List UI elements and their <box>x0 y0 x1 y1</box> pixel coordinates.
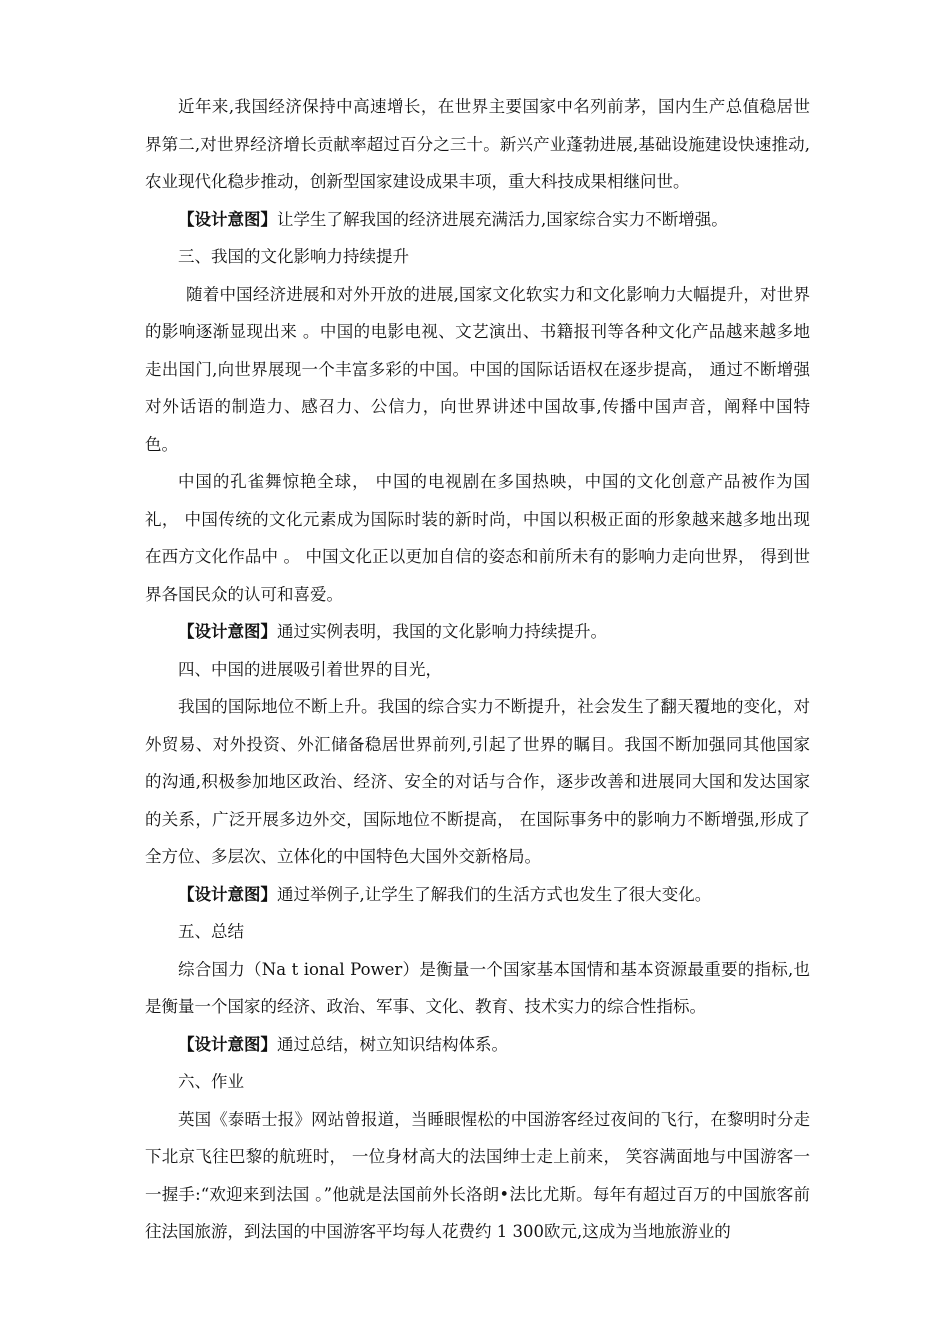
paragraph-cultural-examples: 中国的孔雀舞惊艳全球， 中国的电视剧在多国热映，中国的文化创意产品被作为国礼， 中国传统的文化元素成为国际时装的新时尚，中国以积极正面的形象越来越多地出现在西方文化作品中 。 中国文化正以更加自信的姿态和前所未有的影响力走向世界， 得到世界各国民众的认可和喜爱。 <box>145 472 810 604</box>
paragraph-homework-article: 英国《泰晤士报》网站曾报道，当睡眼惺松的中国游客经过夜间的飞行，在黎明时分走下北京飞往巴黎的航班时， 一位身材高大的法国绅士走上前来， 笑容满面地与中国游客一一握手:“欢迎来到法国 。”他就是法国前外长洛朗•法比尤斯。每年有超过百万的中国旅客前往法国旅游，到法国的中国游客平均每人花费约 1 300欧元,这成为当地旅游业的 <box>145 1109 810 1241</box>
design-intent-text: 通过总结，树立知识结构体系。 <box>277 1034 508 1054</box>
design-intent-text: 让学生了解我国的经济进展充满活力,国家综合实力不断增强。 <box>277 209 728 229</box>
design-intent-lifestyle <box>145 876 810 914</box>
paragraph-cultural-soft-power: 随着中国经济进展和对外开放的进展,国家文化软实力和文化影响力大幅提升，对世界的影响逐渐显现出来 。中国的电影电视、文艺演出、书籍报刊等各种文化产品越来越多地走出国门,向世界展现一个丰富多彩的中国。中国的国际话语权在逐步提高， 通过不断增强对外话语的制造力、感召力、公信力，向世界讲述中国故事,传播中国声音，阐释中国特色。 <box>145 284 810 454</box>
design-intent-economy <box>145 201 810 239</box>
design-intent-text: 通过实例表明，我国的文化影响力持续提升。 <box>277 622 607 641</box>
section-heading-homework: 六、作业 <box>178 1072 244 1091</box>
paragraph-economy-growth: 近年来,我国经济保持中高速增长，在世界主要国家中名列前茅，国内生产总值稳居世界第二,对世界经济增长贡献率超过百分之三十。新兴产业蓬勃进展,基础设施建设快速推动,农业现代化稳步推动，创新型国家建设成果丰项，重大科技成果相继问世。 <box>145 97 810 191</box>
design-intent-culture <box>145 613 810 651</box>
design-intent-label: 【设计意图】 <box>178 622 277 641</box>
document-body <box>145 82 810 1251</box>
design-intent-label: 【设计意图】 <box>178 209 277 229</box>
paragraph-international-status: 我国的国际地位不断上升。我国的综合实力不断提升，社会发生了翻天覆地的变化，对外贸易、对外投资、外汇储备稳居世界前列,引起了世界的瞩目。我国不断加强同其他国家的沟通,积极参加地区政治、经济、安全的对话与合作，逐步改善和进展同大国和发达国家的关系，广泛开展多边外交，国际地位不断提高， 在国际事务中的影响力不断增强,形成了全方位、多层次、立体化的中国特色大国外交新格局。 <box>145 697 810 866</box>
design-intent-summary <box>145 1026 810 1064</box>
design-intent-text: 通过举例子,让学生了解我们的生活方式也发生了很大变化。 <box>277 884 712 904</box>
design-intent-label: 【设计意图】 <box>178 1034 277 1054</box>
design-intent-label: 【设计意图】 <box>178 884 277 904</box>
paragraph-national-power: 综合国力（Na t ional Power）是衡量一个国家基本国情和基本资源最重要的指标,也是衡量一个国家的经济、政治、军事、文化、教育、技术实力的综合性指标。 <box>145 959 810 1016</box>
section-heading-culture: 三、我国的文化影响力持续提升 <box>178 247 409 266</box>
section-heading-summary: 五、总结 <box>178 922 244 941</box>
section-heading-world-attention: 四、中国的进展吸引着世界的目光， <box>178 659 442 679</box>
